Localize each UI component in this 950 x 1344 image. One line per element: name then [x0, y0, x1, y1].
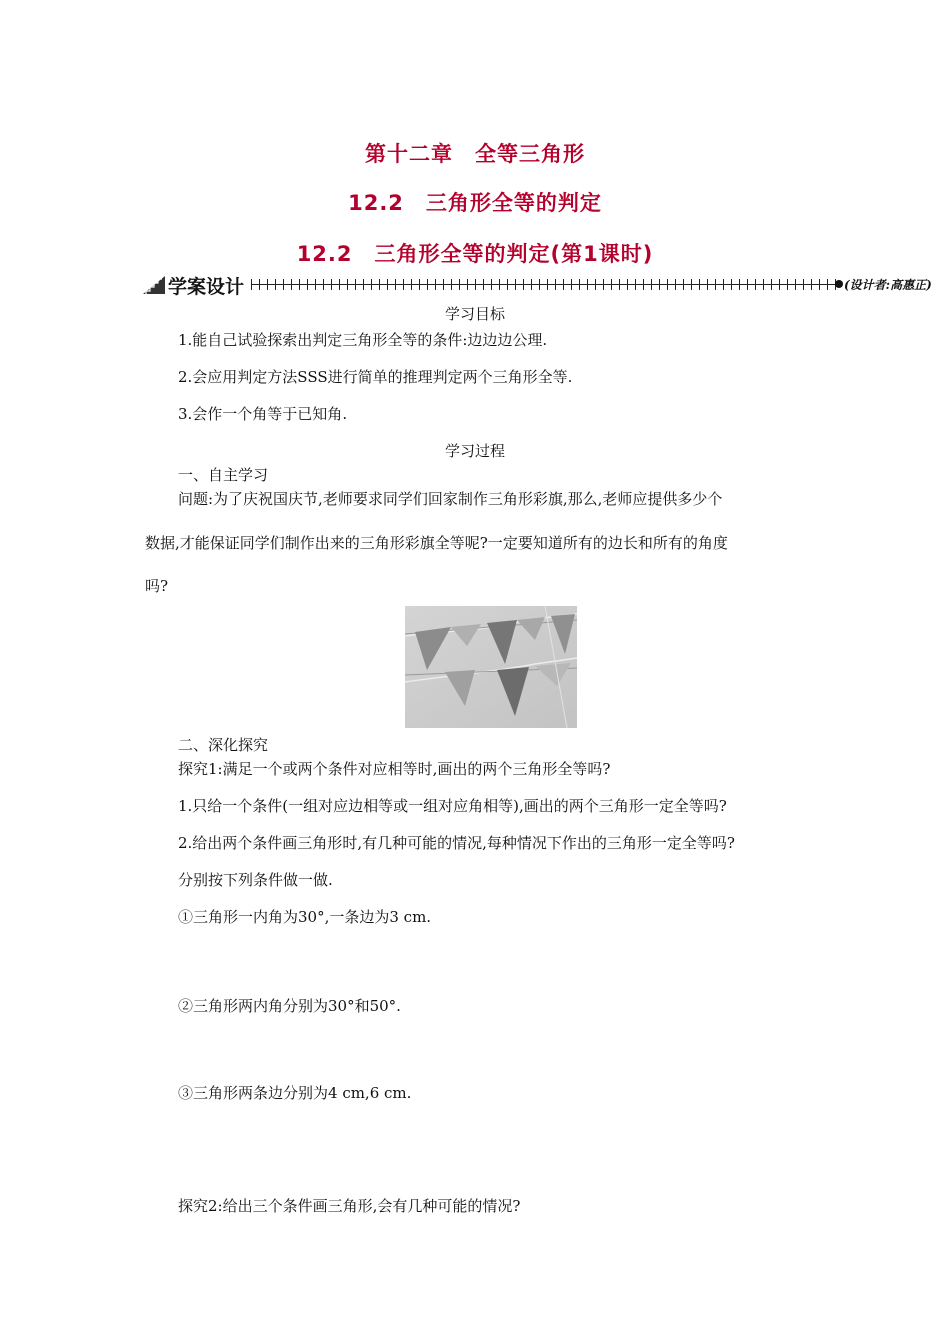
objective-item: 1.能自己试验探索出判定三角形全等的条件:边边边公理. [178, 331, 548, 349]
question-2: 2.给出两个条件画三角形时,有几种可能的情况,每种情况下作出的三角形一定全等吗? [178, 834, 735, 852]
design-banner [143, 272, 943, 296]
objectives-heading: 学习目标 [444, 305, 505, 323]
objective-item: 2.会应用判定方法SSS进行简单的推理判定两个三角形全等. [178, 368, 573, 386]
case-item: ①三角形一内角为30°,一条边为3 cm. [178, 908, 432, 926]
question-line: 吗? [145, 577, 169, 595]
part2-title: 二、深化探究 [178, 736, 269, 754]
chapter-title: 第十二章 全等三角形 [365, 142, 585, 166]
stairs-icon [143, 276, 165, 294]
objective-item: 3.会作一个角等于已知角. [178, 405, 348, 423]
question-1: 1.只给一个条件(一组对应边相等或一组对应角相等),画出的两个三角形一定全等吗? [178, 797, 727, 815]
case-item: ②三角形两内角分别为30°和50°. [178, 997, 401, 1015]
explore1-text: 探究1:满足一个或两个条件对应相等时,画出的两个三角形全等吗? [178, 760, 611, 778]
triangle-flags-photo [405, 606, 577, 728]
banner-ticks [251, 279, 839, 290]
part1-title: 一、自主学习 [178, 466, 269, 484]
case-item: ③三角形两条边分别为4 cm,6 cm. [178, 1084, 412, 1102]
banner-dot [835, 280, 843, 288]
banner-label: 学案设计 [168, 276, 245, 298]
lesson-title: 12.2 三角形全等的判定(第1课时) [296, 242, 654, 266]
explore2-text: 探究2:给出三个条件画三角形,会有几种可能的情况? [178, 1197, 521, 1215]
process-heading: 学习过程 [444, 442, 505, 460]
instruction-text: 分别按下列条件做一做. [178, 871, 333, 889]
designer-credit: (设计者:高惠正) [844, 278, 932, 292]
question-line: 数据,才能保证同学们制作出来的三角形彩旗全等呢?一定要知道所有的边长和所有的角度 [145, 534, 728, 552]
question-line: 问题:为了庆祝国庆节,老师要求同学们回家制作三角形彩旗,那么,老师应提供多少个 [178, 490, 723, 508]
section-title: 12.2 三角形全等的判定 [348, 191, 602, 215]
